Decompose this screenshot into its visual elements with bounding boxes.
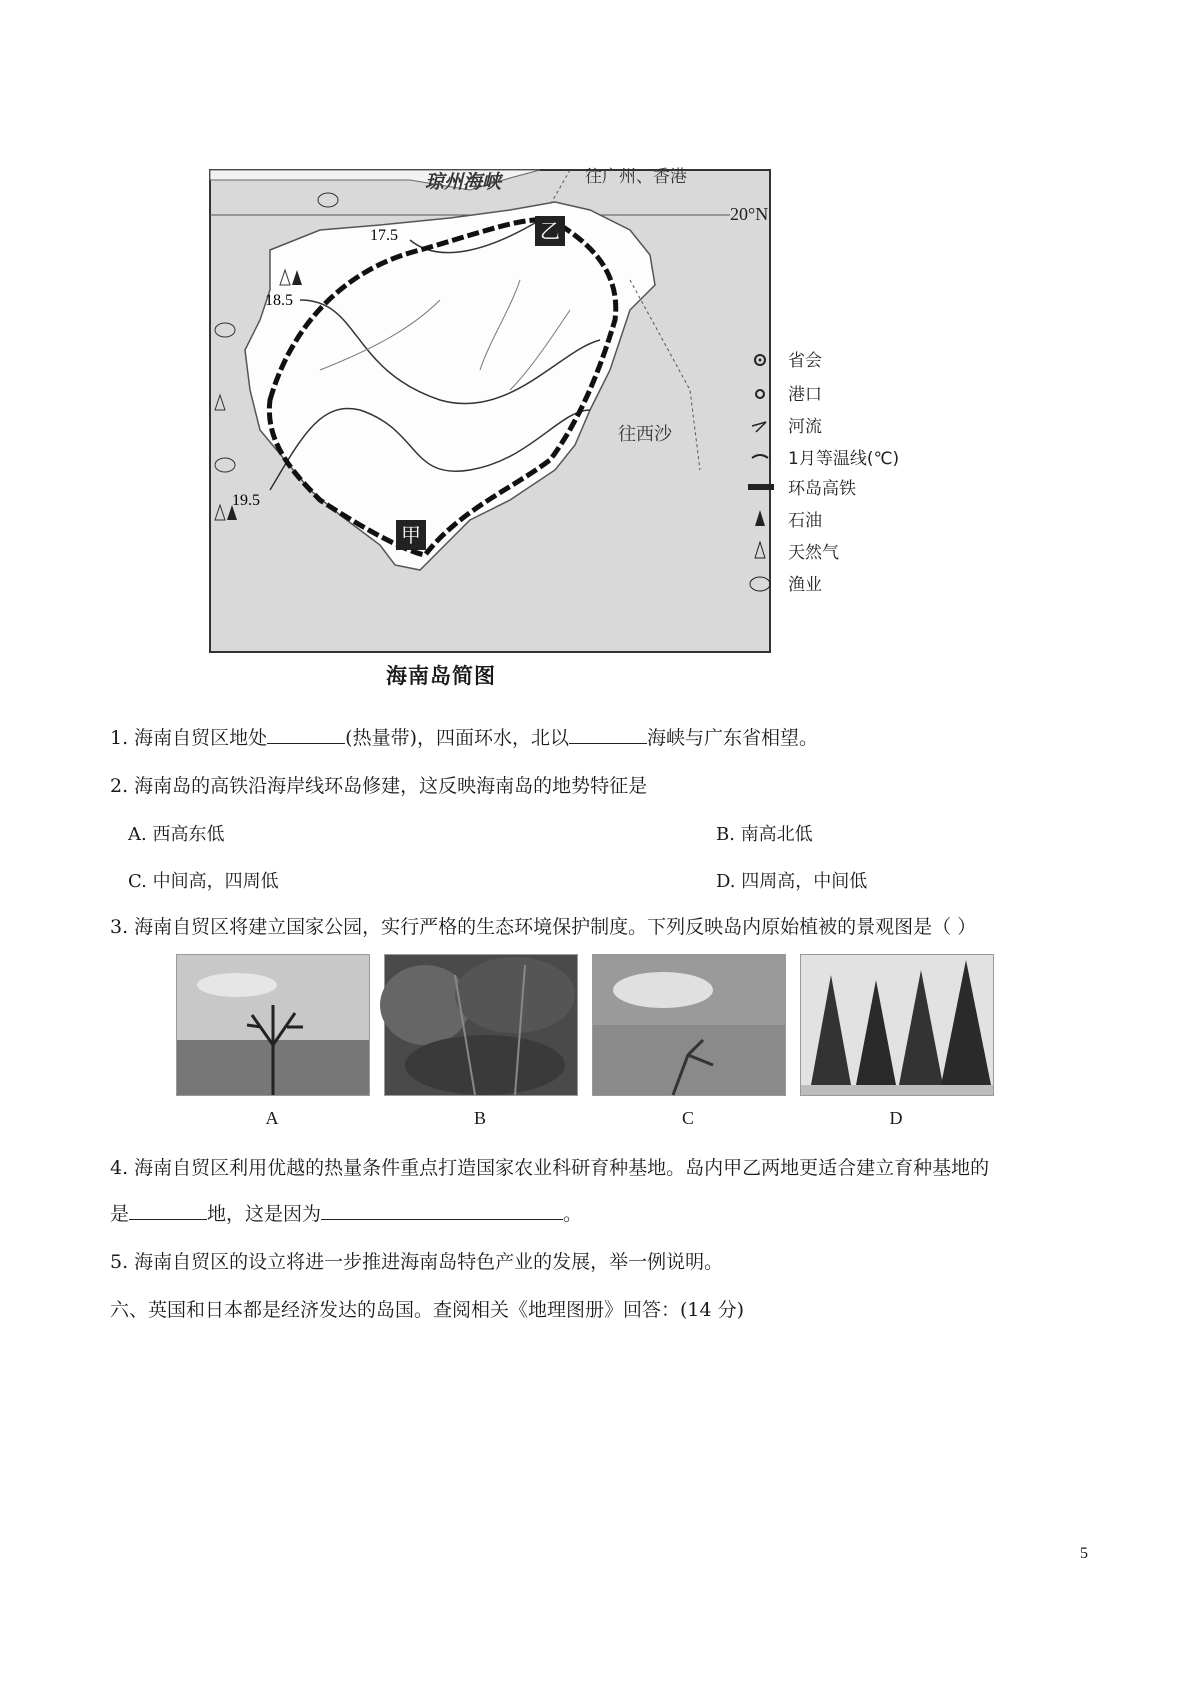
city-yi-label: 乙: [540, 219, 560, 243]
legend-label-capital: 省会: [788, 351, 822, 371]
legend-label-river: 河流: [788, 417, 822, 437]
question-4-line-2: [110, 1200, 582, 1228]
question-2: 2. 海南岛的高铁沿海岸线环岛修建，这反映海南岛的地势特征是: [110, 775, 648, 797]
q1-text-c: 海峡与广东省相望。: [647, 727, 819, 749]
hainan-map-svg: [210, 167, 900, 652]
question-3: 3. 海南自贸区将建立国家公园，实行严格的生态环境保护制度。下列反映岛内原始植被的景观图是（ ）: [110, 916, 977, 938]
photo-a-savanna[interactable]: [176, 954, 370, 1096]
question-1: [110, 724, 818, 752]
hainan-map: [210, 167, 900, 652]
photo-d-image: [801, 955, 993, 1095]
legend-label-gas: 天然气: [788, 543, 839, 563]
photo-c-image: [593, 955, 785, 1095]
legend-label-isotherm: 1月等温线(℃): [788, 449, 900, 469]
legend-label-railway: 环岛高铁: [788, 479, 856, 499]
legend-label-port: 港口: [788, 385, 822, 405]
map-caption: 海南岛简图: [386, 664, 496, 688]
q2-option-a[interactable]: A. 西高东低: [128, 824, 225, 845]
page-number: 5: [1080, 1545, 1088, 1562]
q1-blank-1[interactable]: [267, 725, 345, 744]
landscape-photos: [176, 954, 990, 1134]
q1-blank-2[interactable]: [569, 725, 647, 744]
railway-icon: [748, 484, 774, 490]
photo-b-rainforest[interactable]: [384, 954, 578, 1096]
iso-label-3: 19.5: [232, 492, 260, 509]
photo-label-a: A: [265, 1108, 279, 1128]
q2-option-d[interactable]: D. 四周高，中间低: [716, 871, 868, 892]
legend-label-fishery: 渔业: [788, 575, 822, 595]
photo-label-b: B: [473, 1108, 486, 1128]
question-4-line-1: 4. 海南自贸区利用优越的热量条件重点打造国家农业科研育种基地。岛内甲乙两地更适合建立育种基地的: [110, 1157, 990, 1179]
q2-option-c[interactable]: C. 中间高，四周低: [128, 871, 279, 892]
q4-blank-2[interactable]: [321, 1201, 563, 1220]
question-5: 5. 海南自贸区的设立将进一步推进海南岛特色产业的发展，举一例说明。: [110, 1251, 724, 1273]
legend-label-oil: 石油: [788, 511, 822, 531]
q4-text-b: 是: [110, 1203, 130, 1225]
xisha-label: 往西沙: [618, 424, 672, 445]
strait-label: 琼州海峡: [425, 171, 502, 193]
photo-b-image: [385, 955, 577, 1095]
iso-label-1: 17.5: [370, 227, 398, 244]
q4-blank-1[interactable]: [129, 1201, 207, 1220]
city-jia-label: 甲: [401, 523, 421, 547]
q1-text-b: (热量带)，四面环水，北以: [345, 727, 569, 749]
q4-text-c: 地，这是因为: [207, 1203, 322, 1225]
photo-a-image: [177, 955, 369, 1095]
photo-label-d: D: [889, 1108, 903, 1128]
photo-label-c: C: [681, 1108, 694, 1128]
iso-label-2: 18.5: [265, 292, 293, 309]
q4-text-d: 。: [563, 1203, 583, 1225]
question-6: 六、英国和日本都是经济发达的岛国。查阅相关《地理图册》回答：(14 分): [110, 1299, 745, 1321]
latitude-label: 20°N: [730, 204, 769, 224]
q1-text-a: 1. 海南自贸区地处: [110, 727, 268, 749]
photo-c-desert[interactable]: [592, 954, 786, 1096]
q2-option-b[interactable]: B. 南高北低: [716, 824, 813, 845]
photo-d-conifer-forest[interactable]: [800, 954, 994, 1096]
route-label: 往广州、香港: [585, 167, 687, 187]
